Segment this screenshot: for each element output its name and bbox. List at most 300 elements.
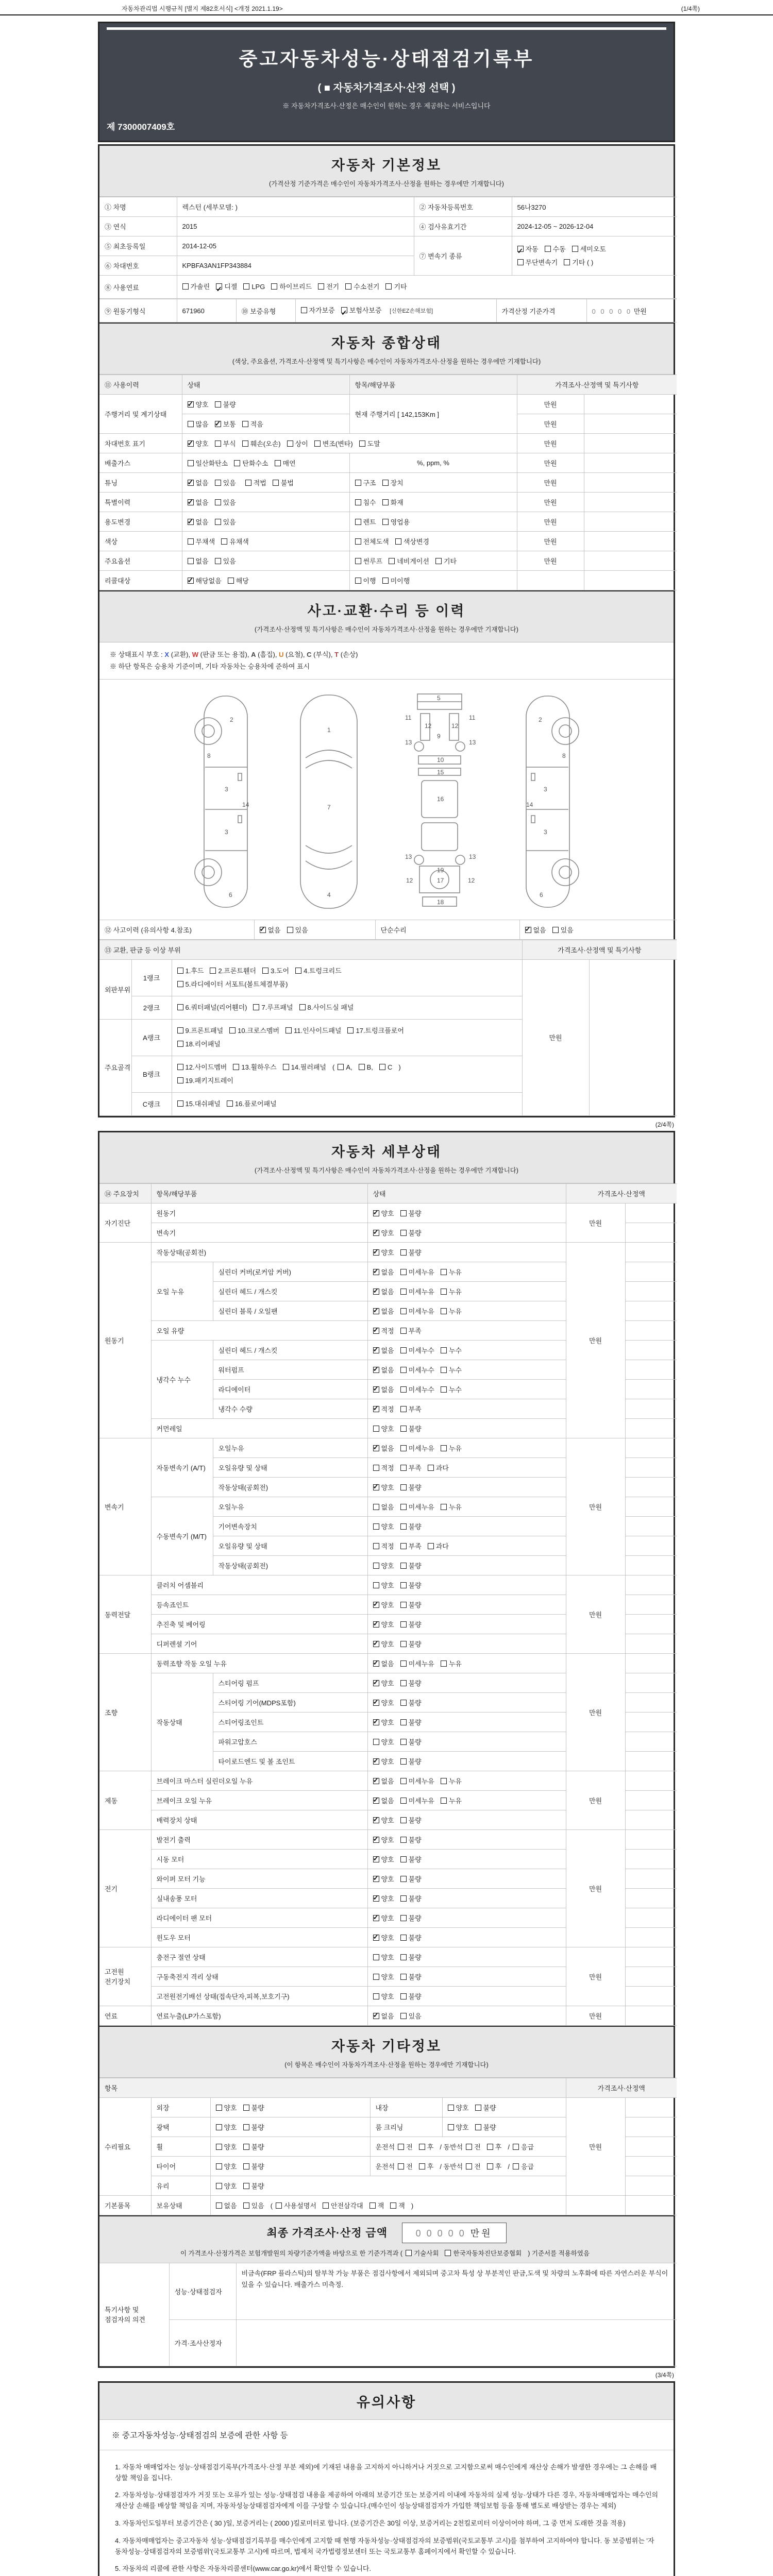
checkbox-option[interactable] <box>487 2161 502 2171</box>
checkbox-option[interactable] <box>448 2103 469 2112</box>
checkbox-option[interactable] <box>441 1306 462 1316</box>
checkbox-icon[interactable] <box>373 1465 379 1471</box>
checkbox-option[interactable] <box>188 556 209 566</box>
checkbox-checked-icon[interactable] <box>373 1935 379 1941</box>
checkbox-checked-icon[interactable] <box>373 1660 379 1667</box>
checkbox-checked-icon[interactable] <box>373 1289 379 1295</box>
checkbox-icon[interactable] <box>400 1876 407 1882</box>
checkbox-icon[interactable] <box>287 440 293 447</box>
checkbox-option[interactable] <box>243 2142 264 2151</box>
checkbox-option[interactable] <box>572 243 606 256</box>
checkbox-option[interactable] <box>400 1443 434 1453</box>
checkbox-checked-icon[interactable] <box>373 1445 379 1451</box>
checkbox-option[interactable] <box>400 1639 422 1649</box>
checkbox-icon[interactable] <box>400 1445 407 1451</box>
checkbox-icon[interactable] <box>400 1210 407 1216</box>
checkbox-checked-icon[interactable] <box>216 283 222 290</box>
checkbox-option[interactable] <box>216 2103 237 2112</box>
checkbox-option[interactable] <box>400 1404 422 1414</box>
checkbox-option[interactable] <box>216 2142 237 2151</box>
checkbox-icon[interactable] <box>400 1778 407 1784</box>
checkbox-option[interactable] <box>400 1306 434 1316</box>
checkbox-option[interactable] <box>359 438 380 448</box>
checkbox-option[interactable] <box>400 1541 422 1551</box>
checkbox-option[interactable] <box>215 438 236 448</box>
checkbox-option[interactable] <box>382 478 404 487</box>
checkbox-option[interactable] <box>545 243 566 256</box>
checkbox-option[interactable] <box>400 1326 422 1335</box>
checkbox-option[interactable] <box>373 1835 394 1844</box>
checkbox-icon[interactable] <box>400 1660 407 1667</box>
checkbox-icon[interactable] <box>406 2250 412 2256</box>
checkbox-icon[interactable] <box>188 460 194 466</box>
checkbox-option[interactable] <box>188 399 209 409</box>
checkbox-icon[interactable] <box>177 1041 183 1047</box>
checkbox-icon[interactable] <box>428 1543 434 1549</box>
checkbox-icon[interactable] <box>210 968 216 974</box>
checkbox-option[interactable] <box>373 1365 394 1375</box>
checkbox-icon[interactable] <box>345 283 351 290</box>
checkbox-icon[interactable] <box>400 1289 407 1295</box>
checkbox-icon[interactable] <box>215 480 221 486</box>
checkbox-icon[interactable] <box>513 2144 519 2150</box>
checkbox-option[interactable] <box>400 1795 434 1805</box>
checkbox-icon[interactable] <box>234 460 240 466</box>
checkbox-icon[interactable] <box>216 2163 222 2170</box>
checkbox-icon[interactable] <box>400 1249 407 1256</box>
checkbox-icon[interactable] <box>373 1582 379 1588</box>
checkbox-icon[interactable] <box>441 1798 447 1804</box>
checkbox-option[interactable] <box>400 2011 422 2021</box>
checkbox-option[interactable] <box>177 1038 221 1051</box>
checkbox-icon[interactable] <box>242 421 248 427</box>
checkbox-option[interactable] <box>243 2181 264 2191</box>
checkbox-option[interactable] <box>400 1717 422 1727</box>
checkbox-option[interactable] <box>253 1001 293 1014</box>
checkbox-option[interactable] <box>400 1972 422 1981</box>
checkbox-checked-icon[interactable] <box>373 1700 379 1706</box>
checkbox-checked-icon[interactable] <box>188 578 194 584</box>
checkbox-checked-icon[interactable] <box>517 246 524 252</box>
checkbox-icon[interactable] <box>243 2163 249 2170</box>
checkbox-option[interactable] <box>243 2200 264 2210</box>
checkbox-icon[interactable] <box>253 1004 259 1010</box>
checkbox-icon[interactable] <box>243 2124 249 2130</box>
checkbox-option[interactable] <box>373 1463 394 1472</box>
checkbox-option[interactable] <box>177 1024 224 1038</box>
checkbox-icon[interactable] <box>385 283 392 290</box>
checkbox-option[interactable] <box>355 517 376 527</box>
checkbox-option[interactable] <box>243 2161 264 2171</box>
checkbox-icon[interactable] <box>301 307 307 313</box>
checkbox-option[interactable] <box>188 438 209 448</box>
checkbox-checked-icon[interactable] <box>373 1680 379 1686</box>
checkbox-icon[interactable] <box>177 981 183 987</box>
checkbox-option[interactable] <box>382 497 404 507</box>
checkbox-option[interactable] <box>373 1874 394 1884</box>
checkbox-icon[interactable] <box>182 283 189 290</box>
checkbox-icon[interactable] <box>441 1347 447 1353</box>
checkbox-icon[interactable] <box>243 2202 249 2209</box>
checkbox-option[interactable] <box>564 256 593 269</box>
checkbox-icon[interactable] <box>273 480 279 486</box>
checkbox-option[interactable] <box>448 2122 469 2132</box>
checkbox-option[interactable] <box>373 1326 394 1335</box>
checkbox-icon[interactable] <box>435 558 442 564</box>
checkbox-option[interactable] <box>177 1097 221 1111</box>
checkbox-icon[interactable] <box>355 538 361 545</box>
checkbox-option[interactable] <box>229 1024 279 1038</box>
checkbox-option[interactable] <box>400 1286 434 1296</box>
checkbox-option[interactable] <box>373 1737 394 1747</box>
checkbox-option[interactable] <box>299 1001 354 1014</box>
checkbox-icon[interactable] <box>400 1935 407 1941</box>
checkbox-icon[interactable] <box>400 1798 407 1804</box>
checkbox-icon[interactable] <box>287 927 293 933</box>
checkbox-checked-icon[interactable] <box>373 1367 379 1373</box>
checkbox-icon[interactable] <box>216 2124 222 2130</box>
checkbox-option[interactable] <box>400 1698 422 1707</box>
checkbox-icon[interactable] <box>227 1100 233 1107</box>
checkbox-option[interactable] <box>525 925 546 935</box>
checkbox-option[interactable] <box>400 1756 422 1766</box>
checkbox-option[interactable] <box>243 280 265 294</box>
checkbox-option[interactable] <box>215 556 236 566</box>
checkbox-icon[interactable] <box>355 578 361 584</box>
checkbox-option[interactable] <box>347 1024 404 1038</box>
checkbox-option[interactable] <box>188 536 215 546</box>
checkbox-option[interactable] <box>400 1365 434 1375</box>
checkbox-icon[interactable] <box>466 2144 472 2150</box>
checkbox-checked-icon[interactable] <box>373 1484 379 1490</box>
checkbox-option[interactable] <box>188 458 228 468</box>
checkbox-checked-icon[interactable] <box>373 1308 379 1314</box>
checkbox-option[interactable] <box>385 280 407 294</box>
checkbox-icon[interactable] <box>441 1778 447 1784</box>
checkbox-option[interactable] <box>373 1482 394 1492</box>
checkbox-option[interactable] <box>400 1854 422 1864</box>
checkbox-option[interactable] <box>475 2103 496 2112</box>
checkbox-icon[interactable] <box>228 578 234 584</box>
checkbox-icon[interactable] <box>475 2124 481 2130</box>
checkbox-icon[interactable] <box>295 968 301 974</box>
checkbox-checked-icon[interactable] <box>373 1621 379 1628</box>
checkbox-icon[interactable] <box>419 2144 425 2150</box>
checkbox-option[interactable] <box>373 1854 394 1864</box>
checkbox-option[interactable] <box>373 1756 394 1766</box>
checkbox-icon[interactable] <box>441 1289 447 1295</box>
checkbox-option[interactable] <box>441 1286 462 1296</box>
checkbox-option[interactable] <box>287 925 308 935</box>
checkbox-option[interactable] <box>323 2200 363 2210</box>
checkbox-icon[interactable] <box>318 283 324 290</box>
checkbox-option[interactable] <box>373 1776 394 1786</box>
checkbox-checked-icon[interactable] <box>260 927 266 933</box>
checkbox-option[interactable] <box>215 478 236 487</box>
checkbox-icon[interactable] <box>188 421 194 427</box>
checkbox-option[interactable] <box>398 2161 413 2171</box>
checkbox-icon[interactable] <box>441 1504 447 1510</box>
checkbox-icon[interactable] <box>355 480 361 486</box>
checkbox-option[interactable] <box>435 556 457 566</box>
checkbox-option[interactable] <box>355 536 389 546</box>
checkbox-option[interactable] <box>400 1267 434 1277</box>
checkbox-option[interactable] <box>400 1423 422 1433</box>
checkbox-option[interactable] <box>400 1913 422 1923</box>
checkbox-option[interactable] <box>373 1619 394 1629</box>
checkbox-option[interactable] <box>441 1443 462 1453</box>
checkbox-icon[interactable] <box>338 1064 344 1070</box>
checkbox-icon[interactable] <box>216 2105 222 2111</box>
checkbox-option[interactable] <box>373 1933 394 1942</box>
checkbox-icon[interactable] <box>177 968 183 974</box>
checkbox-option[interactable] <box>373 1972 394 1981</box>
checkbox-checked-icon[interactable] <box>373 1328 379 1334</box>
checkbox-option[interactable] <box>400 1580 422 1590</box>
checkbox-icon[interactable] <box>400 1915 407 1921</box>
checkbox-icon[interactable] <box>390 2202 396 2209</box>
checkbox-icon[interactable] <box>373 1523 379 1530</box>
checkbox-option[interactable] <box>373 1404 394 1414</box>
checkbox-icon[interactable] <box>359 1064 365 1070</box>
checkbox-checked-icon[interactable] <box>373 1386 379 1393</box>
checkbox-option[interactable] <box>177 978 288 991</box>
checkbox-icon[interactable] <box>448 2105 454 2111</box>
checkbox-icon[interactable] <box>373 1993 379 1999</box>
checkbox-checked-icon[interactable] <box>373 1837 379 1843</box>
checkbox-icon[interactable] <box>229 1027 236 1033</box>
checkbox-icon[interactable] <box>233 1064 239 1070</box>
checkbox-option[interactable] <box>400 1619 422 1629</box>
checkbox-option[interactable] <box>373 1423 394 1433</box>
checkbox-option[interactable] <box>441 1384 462 1394</box>
checkbox-option[interactable] <box>373 1561 394 1570</box>
checkbox-option[interactable] <box>295 964 342 978</box>
checkbox-option[interactable] <box>400 1737 422 1747</box>
checkbox-option[interactable] <box>400 1815 422 1825</box>
checkbox-option[interactable] <box>227 1097 277 1111</box>
checkbox-icon[interactable] <box>216 2202 222 2209</box>
checkbox-option[interactable] <box>359 1061 373 1074</box>
checkbox-option[interactable] <box>400 1482 422 1492</box>
checkbox-icon[interactable] <box>400 1563 407 1569</box>
checkbox-icon[interactable] <box>177 1077 183 1083</box>
checkbox-option[interactable] <box>216 2161 237 2171</box>
checkbox-option[interactable] <box>441 1267 462 1277</box>
checkbox-icon[interactable] <box>177 1064 183 1070</box>
checkbox-option[interactable] <box>210 964 256 978</box>
checkbox-option[interactable] <box>373 1345 394 1355</box>
checkbox-option[interactable] <box>441 1658 462 1668</box>
checkbox-icon[interactable] <box>373 1739 379 1745</box>
checkbox-option[interactable] <box>400 1345 434 1355</box>
checkbox-option[interactable] <box>314 438 353 448</box>
checkbox-option[interactable] <box>487 2142 502 2151</box>
checkbox-option[interactable] <box>369 2200 384 2210</box>
checkbox-option[interactable] <box>552 925 574 935</box>
checkbox-option[interactable] <box>216 2181 237 2191</box>
checkbox-option[interactable] <box>318 280 339 294</box>
checkbox-option[interactable] <box>441 1365 462 1375</box>
checkbox-icon[interactable] <box>400 1837 407 1843</box>
checkbox-icon[interactable] <box>400 1504 407 1510</box>
checkbox-option[interactable] <box>373 1208 394 1218</box>
checkbox-option[interactable] <box>188 419 209 429</box>
checkbox-option[interactable] <box>373 1443 394 1453</box>
checkbox-checked-icon[interactable] <box>373 1210 379 1216</box>
checkbox-option[interactable] <box>233 1061 276 1074</box>
checkbox-option[interactable] <box>243 2122 264 2132</box>
checkbox-icon[interactable] <box>355 499 361 505</box>
checkbox-option[interactable] <box>245 478 266 487</box>
checkbox-icon[interactable] <box>400 1817 407 1823</box>
checkbox-option[interactable] <box>513 2161 534 2171</box>
checkbox-option[interactable] <box>373 1815 394 1825</box>
checkbox-icon[interactable] <box>243 2144 249 2150</box>
checkbox-option[interactable] <box>221 536 249 546</box>
checkbox-option[interactable] <box>273 478 294 487</box>
checkbox-option[interactable] <box>390 2200 405 2210</box>
checkbox-option[interactable] <box>373 1502 394 1512</box>
checkbox-option[interactable] <box>406 2248 439 2258</box>
checkbox-icon[interactable] <box>400 1484 407 1490</box>
checkbox-icon[interactable] <box>276 2202 282 2209</box>
checkbox-option[interactable] <box>242 438 281 448</box>
checkbox-checked-icon[interactable] <box>373 1347 379 1353</box>
checkbox-checked-icon[interactable] <box>373 1641 379 1647</box>
checkbox-checked-icon[interactable] <box>373 1406 379 1412</box>
checkbox-option[interactable] <box>373 1678 394 1688</box>
checkbox-icon[interactable] <box>400 1465 407 1471</box>
checkbox-icon[interactable] <box>215 558 221 564</box>
checkbox-option[interactable] <box>400 1776 434 1786</box>
checkbox-checked-icon[interactable] <box>373 1798 379 1804</box>
checkbox-icon[interactable] <box>382 480 389 486</box>
checkbox-option[interactable] <box>400 1247 422 1257</box>
checkbox-icon[interactable] <box>216 2144 222 2150</box>
checkbox-icon[interactable] <box>245 480 251 486</box>
checkbox-icon[interactable] <box>398 2144 404 2150</box>
checkbox-icon[interactable] <box>400 1269 407 1275</box>
checkbox-icon[interactable] <box>466 2163 472 2170</box>
checkbox-icon[interactable] <box>400 1602 407 1608</box>
checkbox-option[interactable] <box>466 2161 481 2171</box>
checkbox-icon[interactable] <box>400 1308 407 1314</box>
checkbox-icon[interactable] <box>441 1308 447 1314</box>
checkbox-icon[interactable] <box>552 927 559 933</box>
checkbox-icon[interactable] <box>517 259 524 265</box>
checkbox-option[interactable] <box>428 1463 449 1472</box>
checkbox-option[interactable] <box>355 556 383 566</box>
checkbox-option[interactable] <box>182 280 210 294</box>
checkbox-icon[interactable] <box>400 1641 407 1647</box>
checkbox-option[interactable] <box>419 2142 434 2151</box>
checkbox-icon[interactable] <box>369 2202 376 2209</box>
checkbox-icon[interactable] <box>262 968 268 974</box>
checkbox-option[interactable] <box>379 1061 392 1074</box>
checkbox-icon[interactable] <box>221 538 227 545</box>
checkbox-icon[interactable] <box>373 1504 379 1510</box>
checkbox-option[interactable] <box>373 1228 394 1238</box>
checkbox-option[interactable] <box>400 1600 422 1609</box>
checkbox-option[interactable] <box>285 1024 341 1038</box>
checkbox-checked-icon[interactable] <box>188 401 194 408</box>
checkbox-icon[interactable] <box>215 401 221 408</box>
checkbox-icon[interactable] <box>445 2250 451 2256</box>
checkbox-option[interactable] <box>338 1061 352 1074</box>
checkbox-option[interactable] <box>428 1541 449 1551</box>
checkbox-option[interactable] <box>400 1521 422 1531</box>
checkbox-icon[interactable] <box>299 1004 306 1010</box>
checkbox-icon[interactable] <box>242 440 248 447</box>
checkbox-option[interactable] <box>400 1835 422 1844</box>
checkbox-option[interactable] <box>400 1933 422 1942</box>
checkbox-checked-icon[interactable] <box>188 440 194 447</box>
checkbox-option[interactable] <box>188 478 209 487</box>
checkbox-icon[interactable] <box>395 538 401 545</box>
checkbox-icon[interactable] <box>283 1064 289 1070</box>
checkbox-icon[interactable] <box>373 1563 379 1569</box>
checkbox-icon[interactable] <box>373 1974 379 1980</box>
checkbox-checked-icon[interactable] <box>373 1856 379 1862</box>
checkbox-option[interactable] <box>441 1345 462 1355</box>
checkbox-option[interactable] <box>271 280 312 294</box>
checkbox-icon[interactable] <box>216 2183 222 2189</box>
checkbox-option[interactable] <box>373 1952 394 1962</box>
checkbox-option[interactable] <box>373 1521 394 1531</box>
checkbox-icon[interactable] <box>373 1426 379 1432</box>
checkbox-option[interactable] <box>216 280 237 294</box>
checkbox-option[interactable] <box>215 419 236 429</box>
checkbox-option[interactable] <box>373 1658 394 1668</box>
checkbox-icon[interactable] <box>400 1367 407 1373</box>
checkbox-checked-icon[interactable] <box>341 307 347 313</box>
checkbox-icon[interactable] <box>475 2105 481 2111</box>
checkbox-option[interactable] <box>373 1541 394 1551</box>
checkbox-option[interactable] <box>355 478 376 487</box>
checkbox-icon[interactable] <box>545 246 551 252</box>
checkbox-checked-icon[interactable] <box>373 1817 379 1823</box>
checkbox-icon[interactable] <box>441 1386 447 1393</box>
checkbox-option[interactable] <box>355 575 376 585</box>
checkbox-icon[interactable] <box>513 2163 519 2170</box>
checkbox-icon[interactable] <box>243 283 249 290</box>
checkbox-option[interactable] <box>373 1247 394 1257</box>
checkbox-checked-icon[interactable] <box>215 421 221 427</box>
checkbox-option[interactable] <box>373 1600 394 1609</box>
checkbox-icon[interactable] <box>215 440 221 447</box>
checkbox-icon[interactable] <box>400 1954 407 1960</box>
checkbox-icon[interactable] <box>400 1406 407 1412</box>
checkbox-icon[interactable] <box>323 2202 329 2209</box>
checkbox-icon[interactable] <box>400 1621 407 1628</box>
checkbox-icon[interactable] <box>400 1739 407 1745</box>
checkbox-option[interactable] <box>373 1717 394 1727</box>
checkbox-option[interactable] <box>275 458 296 468</box>
checkbox-option[interactable] <box>177 964 204 978</box>
checkbox-icon[interactable] <box>347 1027 354 1033</box>
checkbox-checked-icon[interactable] <box>373 1876 379 1882</box>
checkbox-option[interactable] <box>260 925 281 935</box>
checkbox-option[interactable] <box>373 1991 394 2001</box>
checkbox-icon[interactable] <box>400 1895 407 1902</box>
checkbox-icon[interactable] <box>441 1660 447 1667</box>
checkbox-option[interactable] <box>400 1991 422 2001</box>
checkbox-option[interactable] <box>419 2161 434 2171</box>
checkbox-icon[interactable] <box>382 499 389 505</box>
checkbox-option[interactable] <box>400 1384 434 1394</box>
checkbox-icon[interactable] <box>355 558 361 564</box>
